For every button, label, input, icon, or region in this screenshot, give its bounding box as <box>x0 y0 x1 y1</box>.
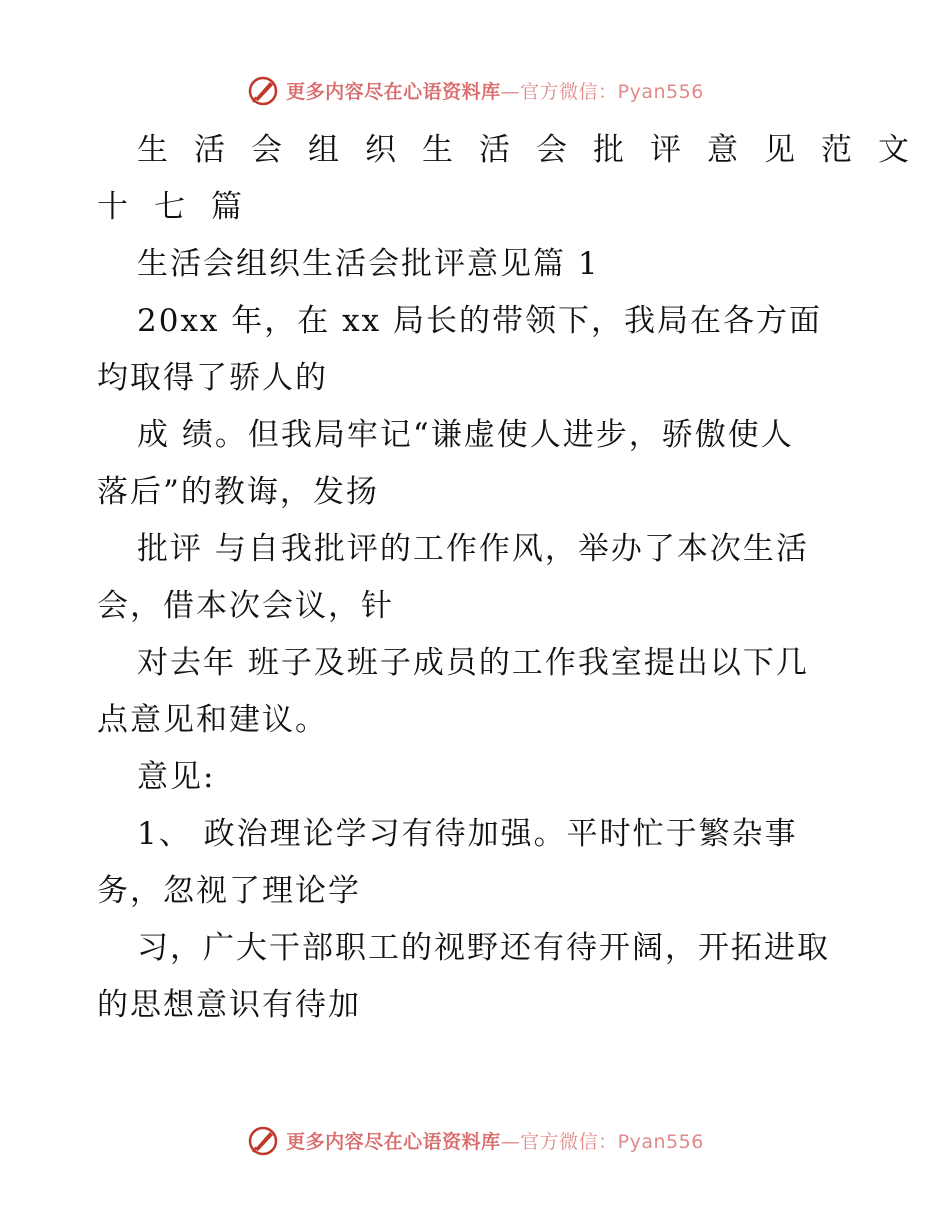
paragraph-line: 意见: <box>137 759 216 795</box>
paragraph-line: 务，忽视了理论学 <box>97 873 361 909</box>
paragraph-line: 的思想意识有待加 <box>97 987 361 1023</box>
document-title-line: 十七篇 <box>97 189 268 225</box>
paragraph-line: 对去年 班子及班子成员的工作我室提出以下几 <box>137 645 809 681</box>
quill-logo-icon <box>246 73 280 107</box>
document-title-line: 生活会组织生活会批评意见范文 <box>137 132 935 168</box>
paragraph-line: 1、 政治理论学习有待加强。平时忙于繁杂事 <box>137 816 798 852</box>
paragraph-line: 习，广大干部职工的视野还有待开阔，开拓进取 <box>137 930 830 966</box>
header-watermark <box>0 70 950 110</box>
paragraph-line: 会，借本次会议，针 <box>97 588 394 624</box>
document-body <box>97 122 935 1034</box>
paragraph-line: 批评 与自我批评的工作作风，举办了本次生活 <box>137 531 809 567</box>
quill-logo-icon <box>246 1123 280 1157</box>
paragraph-line: 成 绩。但我局牢记“谦虚使人进步，骄傲使人 <box>137 417 794 453</box>
watermark-text: 更多内容尽在心语资料库—官方微信：Pyan556 <box>286 1130 704 1153</box>
paragraph-line: 均取得了骄人的 <box>97 360 328 396</box>
paragraph-line: 点意见和建议。 <box>97 702 328 738</box>
paragraph-line: 生活会组织生活会批评意见篇 1 <box>137 246 600 282</box>
watermark-text: 更多内容尽在心语资料库—官方微信：Pyan556 <box>286 80 704 103</box>
paragraph-line: 20xx 年，在 xx 局长的带领下，我局在各方面 <box>137 303 822 339</box>
paragraph-line: 落后”的教诲，发扬 <box>97 474 379 510</box>
footer-watermark <box>0 1120 950 1160</box>
